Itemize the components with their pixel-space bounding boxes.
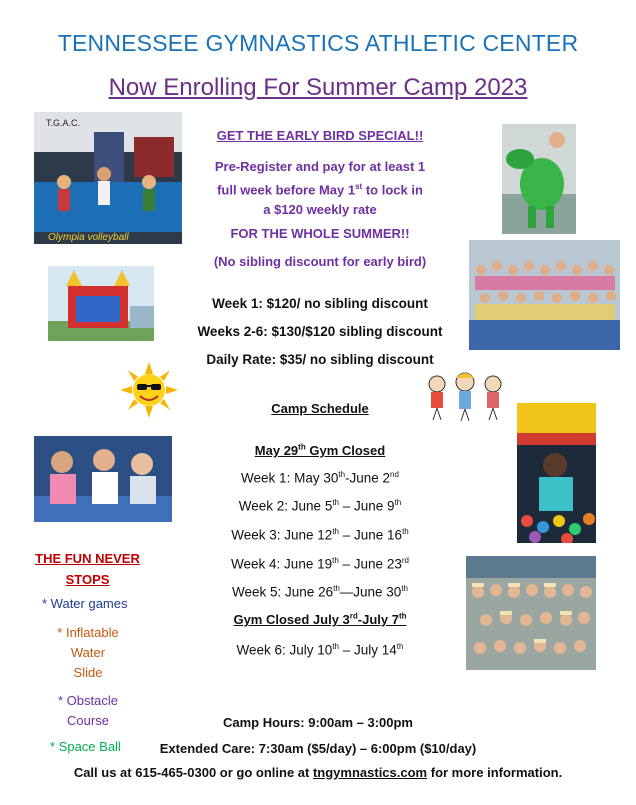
- price-week-1: Week 1: $120/ no sibling discount: [212, 296, 428, 311]
- feature-water-slide-line-2: Water: [70, 645, 106, 660]
- schedule-heading: Camp Schedule: [271, 401, 369, 416]
- feature-water-slide: [48, 623, 128, 683]
- group-photo-image: [469, 240, 620, 350]
- schedule-week-2: Week 2: June 5th – June 9th: [238, 498, 402, 514]
- bounce-house-photo: [48, 266, 154, 341]
- sun-icon: [120, 362, 178, 418]
- gym-closed-may: May 29th Gym Closed: [254, 443, 386, 459]
- feature-obstacle-line-2: Course: [67, 713, 109, 728]
- feature-water-slide-line-3: Slide: [73, 665, 103, 680]
- dinosaur-photo: [502, 124, 576, 234]
- hats-group-image: [466, 556, 596, 670]
- gym-closed-july: Gym Closed July 3rd-July 7th: [233, 612, 407, 628]
- kids-cartoon-icon: [423, 370, 509, 422]
- kids-photo-image: [34, 436, 172, 522]
- feature-water-slide-line-1: * Inflatable: [57, 625, 119, 640]
- early-bird-details: [180, 157, 460, 220]
- hats-group-photo: [466, 556, 596, 670]
- fun-heading-line-2: STOPS: [65, 572, 110, 587]
- schedule-week-5: Week 5: June 26th—June 30th: [232, 584, 408, 600]
- early-bird-heading: [180, 128, 460, 143]
- gym-photo: [34, 112, 182, 244]
- website-link[interactable]: tngymnastics.com: [312, 765, 428, 780]
- feature-water-games: * Water games: [42, 596, 128, 611]
- ball-pit-image: [517, 403, 596, 543]
- schedule-week-3: Week 3: June 12th – June 16th: [231, 527, 409, 543]
- kids-photo: [34, 436, 172, 522]
- schedule-week-4: Week 4: June 19th – June 23rd: [231, 556, 409, 572]
- group-photo: [469, 240, 620, 350]
- contact-line: Call us at 615-465-0300 or go online at tngymnastics.com for more information.: [73, 765, 563, 780]
- promo-line-2: full week before May 1st to lock in: [217, 182, 423, 198]
- camp-hours: Camp Hours: 9:00am – 3:00pm: [222, 715, 413, 730]
- fun-heading-line-1: THE FUN NEVER: [35, 551, 140, 566]
- page-subtitle: Now Enrolling For Summer Camp 2023: [108, 74, 528, 101]
- promo-line-3: a $120 weekly rate: [263, 202, 377, 218]
- bounce-house-image: [48, 266, 154, 341]
- price-daily: Daily Rate: $35/ no sibling discount: [206, 352, 434, 367]
- sun-clipart: [120, 362, 178, 418]
- promo-line-1: Pre-Register and pay for at least 1: [214, 159, 426, 174]
- early-bird-text: GET THE EARLY BIRD SPECIAL!!: [216, 128, 424, 143]
- feature-space-ball: * Space Ball: [50, 739, 121, 754]
- feature-obstacle-line-1: * Obstacle: [58, 693, 118, 708]
- no-sibling-note: (No sibling discount for early bird): [213, 254, 427, 269]
- gym-caption-text: Olympia volleyball: [48, 232, 129, 243]
- page-title: TENNESSEE GYMNASTICS ATHLETIC CENTER: [57, 30, 579, 56]
- schedule-week-1: Week 1: May 30th-June 2nd: [241, 470, 399, 486]
- extended-care: Extended Care: 7:30am ($5/day) – 6:00pm ($10/day): [159, 741, 477, 756]
- price-weeks-2-6: Weeks 2-6: $130/$120 sibling discount: [197, 324, 443, 339]
- dinosaur-photo-image: [502, 124, 576, 234]
- whole-summer: FOR THE WHOLE SUMMER!!: [230, 226, 410, 241]
- gym-photo-image: [34, 112, 182, 244]
- schedule-week-6: Week 6: July 10th – July 14th: [236, 642, 404, 658]
- kids-clipart: [423, 370, 509, 422]
- gym-sign-text: T.G.A.C.: [46, 118, 81, 128]
- ball-pit-photo: [517, 403, 596, 543]
- fun-heading: [20, 548, 155, 590]
